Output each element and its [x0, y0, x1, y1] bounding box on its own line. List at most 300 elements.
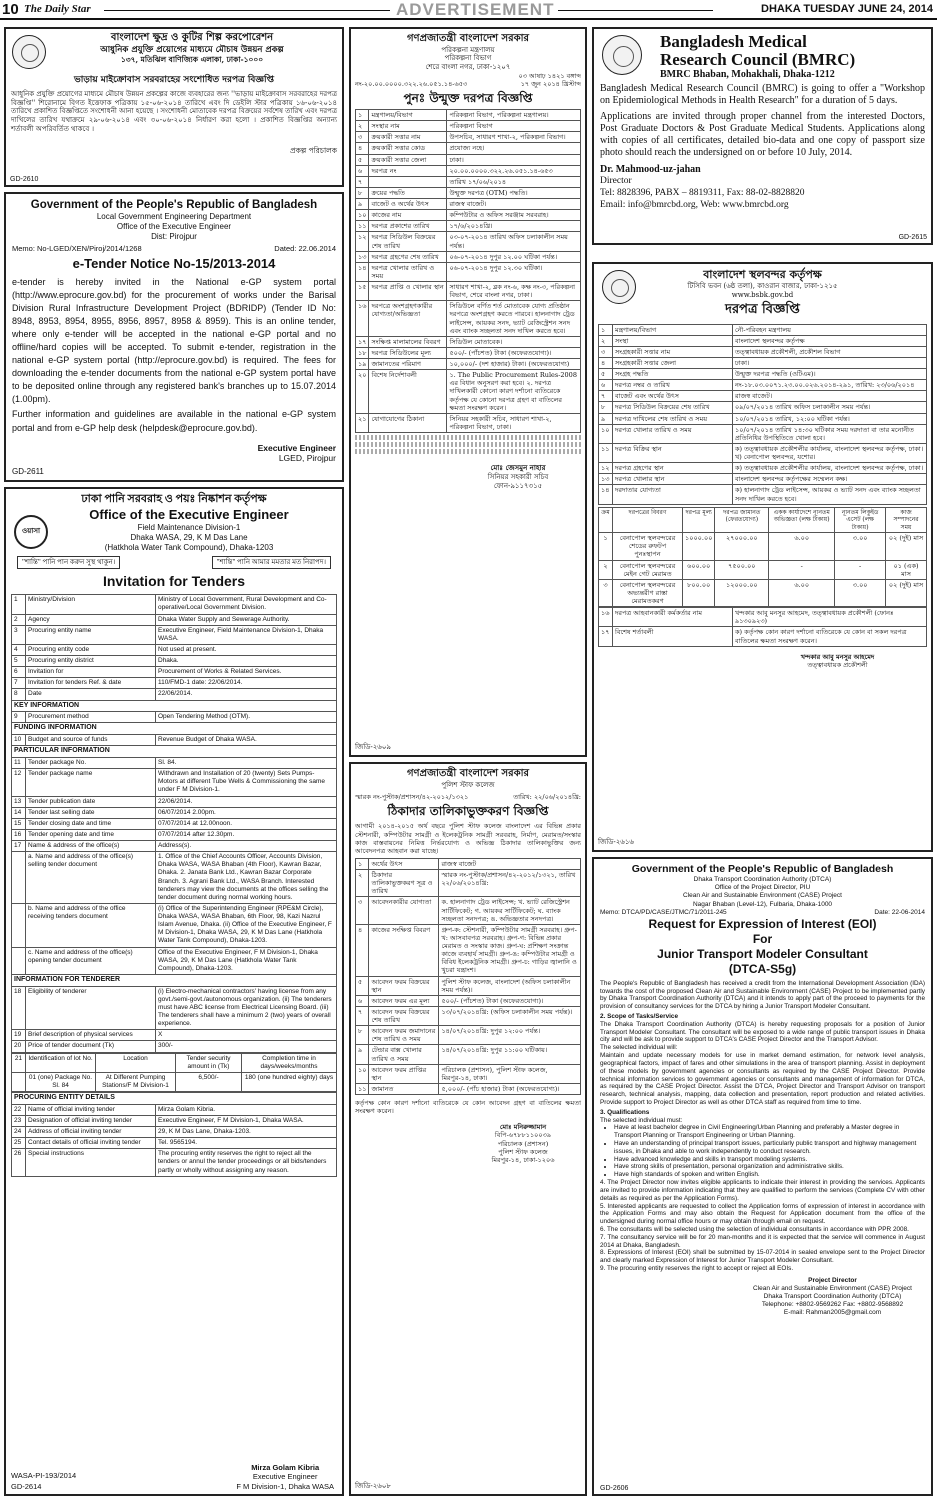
list-item: • Have strong skills of presentation, personal organization and administrative skills.	[614, 1163, 925, 1171]
table-cell: দরদাতার যোগ্যতা	[613, 485, 733, 504]
table-row	[356, 199, 581, 210]
row-key: Date	[26, 689, 156, 700]
row-value: Office of the Executive Engineer, F M Division-1, Dhaka WASA, 29, K M Das Lane (Hatkhola Water Tank Compound), Dhaka-1203.	[156, 947, 337, 974]
dtca-p2c: Maintain and update necessary models for use in market demand estimation, for network level analysis, geographical factors, impact of fares and other simulations in the area of transport planning. Assist in deployment of these models by government agencies or consultants as required by the CASE Project Director. Provide technical information services to government agencies or consultants and management of information for DTCA, as required by the CASE Project Director. Assist the DTCA, Project Director and Transport Advisor on transport research, technical analysis, mapping, data collection and presentation, report production and related activities. Provide support to Project Director as well as other DTCA staff as required from time to time.	[600, 1052, 925, 1106]
table-row	[356, 176, 581, 187]
table-row	[599, 380, 927, 391]
bsb-code: জিডি-২৬১৬	[598, 839, 634, 846]
table-cell: দরপত্র প্রাপ্তি ও খোলার স্থান	[369, 282, 447, 301]
police-org: পুলিশ স্টাফ কলেজ	[441, 780, 495, 789]
bscic-sign: প্রকল্প পরিচালক	[289, 145, 337, 155]
plan-div: পরিকল্পনা বিভাগ	[444, 54, 492, 63]
table-row	[12, 700, 337, 712]
table-row	[356, 251, 581, 262]
row-num: 5	[12, 656, 26, 667]
table-row	[12, 735, 337, 746]
table-row	[599, 560, 927, 579]
table-row	[356, 121, 581, 132]
table-cell: যোগাযোগের ঠিকানা	[369, 413, 447, 432]
table-cell: ০১ (এক) মাস	[886, 560, 927, 579]
dtca-title1: Request for Expression of Interest (EOI)	[648, 916, 877, 931]
row-key: Ministry/Division	[26, 595, 156, 614]
wasa-addr1: Dhaka WASA, 29, K M Das Lane	[130, 533, 248, 542]
table-row	[12, 769, 337, 796]
table-row	[12, 1030, 337, 1041]
dtca-date: Date: 22-06-2014	[874, 908, 925, 916]
table-row	[356, 154, 581, 165]
wasa-sign3: F M Division-1, Dhaka WASA	[236, 1481, 334, 1491]
table-cell: পরিকল্পনা বিভাগ, পরিকল্পনা মন্ত্রণালয়।	[447, 110, 581, 121]
table-cell: ০৬-০৭-২০১৪ দুপুর ১২.০০ ঘটিকা পর্যন্ত।	[447, 251, 581, 262]
dtca-p7: 7. The consultancy service will be for 20 man-months and it is expected that the service will commence in August 2014 at Dhaka, Bangladesh.	[600, 1233, 925, 1249]
row-num: 8	[12, 689, 26, 700]
police-date: তারিখ: ২২/০৬/২০১৪খ্রি:	[513, 793, 581, 802]
lged-dated: Dated: 22.06.2014	[274, 244, 336, 254]
table-row	[356, 1064, 581, 1083]
rule-left	[104, 10, 390, 11]
table-cell: দরপত্র নম্বর ও তারিখ	[613, 380, 733, 391]
bsb-logo-icon	[602, 270, 636, 304]
table-cell: কাজ সম্পাদনের সময়	[886, 507, 927, 533]
table-cell: ৪	[356, 924, 369, 976]
lged-dept: Local Government Engineering Department	[96, 212, 252, 222]
wasa-table2	[11, 1092, 337, 1177]
table-cell: সংস্থা	[613, 335, 733, 346]
bmrc-body1: Bangladesh Medical Research Council (BMRC) is going to offer a "Workshop on Epidemiological Methods in Health Research" for a duration of 5 days.	[600, 82, 925, 106]
table-cell: ৭	[599, 391, 613, 402]
table-cell: দরপত্র আহবানকারী কর্মকর্তার নাম	[613, 608, 733, 627]
table-cell: ১৬	[356, 301, 369, 337]
table-cell: ১৭	[356, 336, 369, 347]
table-cell: ১১	[599, 443, 613, 462]
police-sign1: মোঃ মনিরুজ্জামান	[499, 1123, 547, 1132]
table-cell: ৬	[356, 165, 369, 176]
table-row	[599, 357, 927, 368]
table-cell: বেনাপোল স্থলবন্দরের অভ্যন্তরীণ রাস্তা মেরামতকরণ	[613, 579, 683, 606]
table-cell: ৯	[356, 199, 369, 210]
table-row	[12, 974, 337, 986]
table-cell: ১	[356, 858, 369, 869]
row-value: Procurement of Works & Related Services.	[156, 667, 337, 678]
wasa-lot-table	[11, 1053, 337, 1093]
table-cell: মন্ত্রণালয়/বিভাগ	[613, 324, 733, 335]
list-item: • Have an understanding of principal transport issues, particularly public transport and highway management issues, in Dhaka and able to work independently to conduct research.	[614, 1140, 925, 1156]
table-row	[12, 712, 337, 723]
table-cell: ২১	[356, 413, 369, 432]
dtca-sign5: E-mail: Rahman2005@gmail.com	[783, 1309, 882, 1317]
table-row	[599, 391, 927, 402]
dtca-p6: 6. The consultants will be selected using the selection of individual consultants in accordance with PPR 2008.	[600, 1225, 909, 1233]
table-row	[356, 301, 581, 337]
plan-addr: শেরে বাংলা নগর, ঢাকা-১২০৭	[425, 63, 511, 71]
table-cell: বাজেট এবং অর্থের উৎস	[613, 391, 733, 402]
table-cell: পুলিশ স্টাফ কলেজ, বাংলাদেশ (অফিস চলাকালীন সময় পর্যন্ত)।	[439, 976, 581, 995]
row-key: Designation of official inviting tender	[26, 1115, 156, 1126]
table-row	[599, 402, 927, 413]
table-row	[599, 413, 927, 424]
table-row	[12, 625, 337, 644]
table-cell: ৪	[356, 143, 369, 154]
plan-date-bn: ০৩ আষাঢ় ১৪২১ বঙ্গাব্দ	[518, 71, 581, 80]
table-row	[12, 678, 337, 689]
section-header: FUNDING INFORMATION	[12, 723, 337, 735]
table-row	[356, 995, 581, 1006]
table-cell: ১০/০৭/২০১৪ তারিখ ১৪:৩০ ঘটিকার সময় দরদাতা বা তার মনোনীত প্রতিনিধির উপস্থিতিতে খোলা হবে।	[733, 424, 927, 443]
row-num: 7	[12, 678, 26, 689]
row-value: 22/06/2014.	[156, 796, 337, 807]
dtca-office: Office of the Project Director, PIU	[714, 884, 811, 892]
row-num	[12, 947, 26, 974]
plan-code: জিডি-২৬০৯	[355, 744, 391, 751]
row-num: 20	[12, 1041, 26, 1052]
table-cell: ৪	[599, 357, 613, 368]
table-cell: ক. হালনাগাদ ট্রেড লাইসেন্স; খ. ভ্যাট রেজিস্ট্রেশন সার্টিফিকেট; গ. আয়কর সার্টিফিকেট; ঘ. ব্যাংক সচ্ছলতা সনদপত্র; ঙ. অভিজ্ঞতার সনদপত্র।	[439, 897, 581, 924]
table-cell: ৫০০/- (পাঁচশত) টাকা (অফেরতযোগ্য)।	[447, 347, 581, 358]
table-cell: ৫	[356, 154, 369, 165]
bmrc-tel: Tel: 8828396, PABX – 8819311, Fax: 88-02-8828820	[600, 188, 805, 199]
dtca-auth: Dhaka Transport Coordination Authority (DTCA)	[693, 876, 832, 884]
table-cell: Location	[96, 1053, 176, 1072]
table-cell: পরিচালক (প্রশাসন), পুলিশ স্টাফ কলেজ, মিরপুর-১৪, ঢাকা।	[439, 1064, 581, 1083]
table-cell: ১০/০৭/২০১৪ তারিখ, ১২:০০ ঘটিকা পর্যন্ত।	[733, 413, 927, 424]
row-value: Address(s).	[156, 841, 337, 852]
table-cell: জামানত	[369, 1083, 439, 1094]
table-row	[12, 1127, 337, 1138]
table-cell: ১৪	[599, 485, 613, 504]
row-num: 17	[12, 841, 26, 852]
row-value: 300/-	[156, 1041, 337, 1052]
bmrc-title2: Research Council (BMRC)	[660, 49, 856, 69]
police-code: জিডি-২৬০৮	[355, 1483, 391, 1490]
table-row	[12, 723, 337, 735]
police-outro: কর্তৃপক্ষ কোন কারণ দর্শানো ব্যতিরেকে যে কোন আবেদন গ্রহণ বা বাতিলের ক্ষমতা সংরক্ষণ করেন।	[355, 1099, 581, 1116]
table-row	[356, 1026, 581, 1045]
bsb-addr: টিসিবি ভবন (৬ষ্ঠ তলা), কাওরান বাজার, ঢাকা-১২১৫	[687, 281, 838, 290]
row-key: Tender last selling date	[26, 807, 156, 818]
table-row	[356, 232, 581, 251]
row-value: Ministry of Local Government, Rural Development and Co-operative/Local Government Division.	[156, 595, 337, 614]
table-row	[599, 579, 927, 606]
table-cell: সংগ্রহ পদ্ধতি	[613, 369, 733, 380]
table-row	[12, 1115, 337, 1126]
table-cell: ১	[599, 324, 613, 335]
table-cell: -	[835, 560, 886, 579]
bmrc-addr: BMRC Bhaban, Mohakhali, Dhaka-1212	[660, 68, 835, 80]
table-cell: দরপত্র খোলার তারিখ ও সময়	[369, 262, 447, 281]
table-cell: -	[769, 560, 835, 579]
row-key: Invitation for tenders Ref. & date	[26, 678, 156, 689]
table-cell: দরপত্র প্রকাশের তারিখ	[369, 221, 447, 232]
row-value: 1. Office of the Chief Accounts Officer, Accounts Division, Dhaka WASA, WASA Bhaban (4th Floor), Kawran Bazar, Dhaka. 2. Janata Bank Ltd., Kawran Bazar Corporate Branch. 3. Agrani Bank Ltd., WASA Branch. Interested tenderers may view the documents at the offices selling the tender document during normal working hours.	[156, 852, 337, 904]
table-cell: ক) তত্ত্বাবধায়ক প্রকৌশলীর কার্যালয়, বাংলাদেশ স্থলবন্দর কর্তৃপক্ষ, ঢাকা। খ) বেনাপোল স্থলবন্দর, যশোর।	[733, 443, 927, 462]
table-cell: টেন্ডার বাক্স খোলার তারিখ ও সময়	[369, 1045, 439, 1064]
table-cell: ক্রম	[599, 507, 613, 533]
table-row	[12, 1041, 337, 1052]
table-row	[12, 852, 337, 904]
row-key: Tender package name	[26, 769, 156, 796]
lged-sign1: Executive Engineer	[257, 442, 336, 453]
row-key: Procurement method	[26, 712, 156, 723]
table-row	[356, 262, 581, 281]
table-cell: ৫	[356, 976, 369, 995]
table-row	[599, 369, 927, 380]
bmrc-code: GD-2615	[898, 234, 927, 241]
table-cell: ১৪/০৭/২০১৪খ্রি: দুপুর ১১:০০ ঘটিকায়।	[439, 1045, 581, 1064]
table-cell: ন্যূনতম লিকুইড এসেট (লক্ষ টাকায়)	[835, 507, 886, 533]
table-cell: ৮০০.০০	[683, 579, 715, 606]
row-value: 110/FMD-1 date: 22/06/2014.	[156, 678, 337, 689]
dtca-p9: 9. The procuring entity reserves the right to accept or reject all EOIs.	[600, 1265, 794, 1272]
table-cell: কাজের সংক্ষিপ্ত বিবরণ	[369, 924, 439, 976]
table-cell: ১২	[599, 463, 613, 474]
row-key: Eligibility of tenderer	[26, 986, 156, 1030]
table-cell: দরপত্র খোলার তারিখ ও সময়	[613, 424, 733, 443]
row-key: c. Name and address of the office(s) opening tender document	[26, 947, 156, 974]
row-key: Tender package No.	[26, 758, 156, 769]
row-key: Contact details of official inviting tender	[26, 1138, 156, 1149]
table-row	[356, 924, 581, 976]
dtca-p2b: The selected individual will:	[600, 1044, 678, 1052]
issue-date: DHAKA TUESDAY JUNE 24, 2014	[761, 3, 933, 15]
table-row	[356, 870, 581, 897]
table-cell: ৭	[356, 176, 369, 187]
wasa-logo: ওয়াসা	[14, 515, 48, 549]
table-cell: ৩.০০	[835, 579, 886, 606]
table-cell: ক) কর্তৃপক্ষ কোন কারণ দর্শানো ব্যতিরেকে যে কোন বা সকল দরপত্র বাতিলের ক্ষমতা সংরক্ষণ করেন।	[733, 627, 927, 646]
plan-phone: ফোন-৯১১৭৩১৫	[493, 481, 543, 490]
table-cell: রাজস্ব বাজেট।	[447, 199, 581, 210]
table-cell: ১. The Public Procurement Rules-2008 এর বিধান অনুসরণ করা হবে। ২. দরপত্র দাখিলকারী কোনো কারণ দর্শানো ব্যতিরেকে কর্তৃপক্ষ যে কোনো দরপত্র গ্রহণ বা বাতিলের ক্ষমতা সংরক্ষণ করেন।	[447, 370, 581, 414]
table-cell: ক্রয়কারী সত্তার নাম	[369, 132, 447, 143]
section-header: INFORMATION FOR TENDERER	[12, 974, 337, 986]
bsb-sign2: তত্ত্বাবধায়ক প্রকৌশলী	[807, 660, 868, 669]
table-cell: ৬.০০	[769, 579, 835, 606]
table-cell: আবেদন ফরম এর মূল্য	[369, 995, 439, 1006]
plan-sign2: সিনিয়র সহকারী সচিব	[487, 472, 549, 481]
police-gov: গণপ্রজাতন্ত্রী বাংলাদেশ সরকার	[407, 768, 529, 779]
bmrc-body2: Applications are invited through proper channel from the interested Doctors, Post Graduate Doctors & Post Graduate Medical Students. Applications along with copies of all certificates, detailed bio-data and one copy of passport size photo should reach the undersigned on or before 10 July, 2014.	[600, 110, 925, 158]
row-num: 23	[12, 1115, 26, 1126]
ad-dtca	[592, 857, 933, 1496]
table-cell: জামানতের পরিমাণ	[369, 359, 447, 370]
table-row	[356, 221, 581, 232]
table-row	[12, 689, 337, 700]
table-cell: বেনাপোল স্থলবন্দরের মেইন গেট মেরামত	[613, 560, 683, 579]
table-cell: ৭	[356, 1006, 369, 1025]
row-num: 26	[12, 1149, 26, 1176]
table-cell: নং-১৮.০৩.০০৭১.২৩.০০.০২৬.২০১৪-২৯১, তারিখ: ২৩/০৬/২০১৪	[733, 380, 927, 391]
row-key: Tender closing date and time	[26, 818, 156, 829]
table-row	[12, 818, 337, 829]
table-cell: আবেদন ফরম বিক্রয়ের স্থান	[369, 976, 439, 995]
table-cell: বেনাপোল স্থলবন্দরের শেডের রুফটপ পুনঃস্থাপন	[613, 533, 683, 560]
table-row	[356, 1006, 581, 1025]
table-cell: ১২	[356, 232, 369, 251]
table-cell: বাংলাদেশ স্থলবন্দর কর্তৃপক্ষ	[733, 335, 927, 346]
table-cell: গ্রুপ-ক: স্টেশনারী, কম্পিউটার সামগ্রী সরবরাহ। গ্রুপ-খ: আসবাবপত্র সরবরাহ। গ্রুপ-গ: বিভিন্ন প্রকার মেরামত ও সংস্কার কাজ। গ্রুপ-ঘ: প্রশিক্ষণ সংক্রান্ত কাজে ব্যবহার্য সামগ্রী। গ্রুপ-ঙ: কম্পিউটার সামগ্রী ও বিবিধ ইলেকট্রনিক সামগ্রী। গ্রুপ-চ: গাড়ির জ্বালানি ও খুচরা যন্ত্রাংশ।	[439, 924, 581, 976]
table-row	[12, 1149, 337, 1176]
row-value: 29, K M Das Lane, Dhaka-1203.	[156, 1127, 337, 1138]
table-cell: ২৭০০০.০০	[715, 533, 769, 560]
list-item: • Have at least bachelor degree in Civil Engineering/Urban Planning and preferably a Master degree in Transport Planning or Transport Engineering or Urban Planning.	[614, 1124, 925, 1140]
table-cell: ৩	[599, 579, 613, 606]
table-cell: বিশেষ নির্দেশাবলী	[369, 370, 447, 414]
row-value: Mirza Golam Kibria.	[156, 1104, 337, 1115]
row-key: Address of official inviting tender	[26, 1127, 156, 1138]
table-cell	[369, 176, 447, 187]
wasa-ref: WASA-PI-193/2014	[11, 1471, 77, 1480]
table-cell: 180 (one hundred eighty) days	[242, 1072, 337, 1091]
rule-right	[558, 10, 713, 11]
bscic-heading: ভাড়ায় মাইক্রোবাস সরবরাহের সংশোধিত দরপত্র বিজ্ঞপ্তি	[74, 74, 274, 85]
lged-body2: Further information and guidelines are available in the national e-GP system portal and from e-GP help desk (helpdesk@eprocure.gov.bd).	[12, 409, 336, 433]
lged-sign2: LGED, Pirojpur	[278, 453, 336, 464]
row-key: Agency	[26, 614, 156, 625]
table-cell: দরপত্র বিক্রির স্থান	[613, 443, 733, 462]
table-cell: আবেদন ফরম প্রাপ্তির স্থান	[369, 1064, 439, 1083]
table-row	[12, 1138, 337, 1149]
table-cell	[12, 1072, 26, 1091]
wasa-code: GD-2614	[11, 1482, 42, 1491]
police-sign5: মিরপুর-১৪, ঢাকা-১২০৬	[491, 1155, 555, 1164]
ad-police	[349, 762, 587, 1496]
bsb-lots-table	[598, 507, 927, 608]
dtca-sign1: Project Director	[808, 1276, 857, 1284]
table-cell: ১৮	[356, 347, 369, 358]
table-cell: উপসচিব, সাধারণ শাখা-২, পরিকল্পনা বিভাগ।	[447, 132, 581, 143]
dtca-p4: 4. The Project Director now invites eligible applicants to indicate their interest in providing the services. Applicants are invited to provide information indicating that they are qualified to perform the services (Complete CV with other details as required as per the Application Forms).	[600, 1179, 925, 1202]
police-title: ঠিকাদার তালিকাভুক্তকরণ বিজ্ঞপ্তি	[387, 804, 549, 819]
table-row	[356, 1045, 581, 1064]
page-number: 10	[2, 1, 19, 18]
table-row	[599, 424, 927, 443]
table-row	[12, 1072, 337, 1091]
table-cell: ৩	[356, 132, 369, 143]
row-num: 24	[12, 1127, 26, 1138]
table-cell: দরপত্রের বিবরণ	[613, 507, 683, 533]
table-row	[356, 165, 581, 176]
table-cell: দরপত্র গ্রহণের শেষ তারিখ	[369, 251, 447, 262]
dtca-sign3: Dhaka Transport Coordination Authority (DTCA)	[763, 1293, 902, 1301]
table-cell: ৯	[599, 413, 613, 424]
lged-dist: Dist: Pirojpur	[151, 232, 197, 242]
table-cell: ঢাকা।	[447, 154, 581, 165]
bmrc-email: Email: info@bmrcbd.org, Web: www.bmrcbd.org	[600, 199, 789, 210]
row-num: 16	[12, 829, 26, 840]
table-cell: দরপত্র সিডিউল বিক্রয়ের শেষ তারিখ	[369, 232, 447, 251]
table-cell: ক্রয়ের পদ্ধতি	[369, 187, 447, 198]
dtca-sign4: Telephone: +8802-9569262 Fax: +8802-9568892	[761, 1301, 904, 1309]
bscic-line2: আধুনিক প্রযুক্তি প্রয়োগের মাধ্যমে মৌচাষ উন্নয়ন প্রকল্প	[100, 44, 284, 55]
table-row	[12, 796, 337, 807]
table-cell: আবেদন ফরম বিক্রয়ের শেষ তারিখ	[369, 1006, 439, 1025]
row-value: Sl. 84.	[156, 758, 337, 769]
bscic-logo-icon	[12, 35, 46, 69]
police-sign2: বিপি-৬৭৮৮১১০০৩৯	[494, 1131, 552, 1140]
dtca-title3: Junior Transport Modeler Consultant	[657, 946, 868, 961]
table-cell: ১৯	[356, 359, 369, 370]
row-key: a. Name and address of the office(s) selling tender document	[26, 852, 156, 904]
row-key: Name & address of the office(s)	[26, 841, 156, 852]
table-cell: আবেদন ফরম জমাদানের শেষ তারিখ ও সময়	[369, 1026, 439, 1045]
bsb-title: বাংলাদেশ স্থলবন্দর কর্তৃপক্ষ	[703, 268, 822, 281]
table-cell: ৫০০/- (পাঁচশত) টাকা (অফেরতযোগ্য)।	[439, 995, 581, 1006]
table-row	[12, 595, 337, 614]
row-value: (i) Office of the Superintending Engineer (RPE&M Circle), Dhaka WASA, WASA Bhaban, 6th Floor, 98, Kazi Nazrul Islam Avenue, Dhaka. (ii) Office of the Executive Engineer, F M Division-1, Dhaka WASA, 29, K M Das Lane (Hatkhola Water Tank Compound), Dhaka-1203.	[156, 903, 337, 947]
ad-planning	[349, 27, 587, 757]
table-cell: তত্ত্বাবধায়ক প্রকৌশলী, প্রকৌশল বিভাগ	[733, 346, 927, 357]
table-cell: ১৭	[599, 627, 613, 646]
table-cell: ১৪	[356, 262, 369, 281]
row-num: 10	[12, 735, 26, 746]
table-cell: ০৩-০৭-২০১৪ তারিখ অফিস চলাকালীন সময় পর্যন্ত।	[447, 232, 581, 251]
row-value: Not used at present.	[156, 644, 337, 655]
row-num: 14	[12, 807, 26, 818]
table-row	[356, 897, 581, 924]
table-cell: উন্মুক্ত দরপত্র (OTM) পদ্ধতি।	[447, 187, 581, 198]
row-num: 19	[12, 1030, 26, 1041]
dtca-proj: Clean Air and Sustainable Environment (CASE) Project	[683, 892, 842, 900]
table-row	[599, 627, 927, 646]
table-cell: ২	[599, 335, 613, 346]
section-title: ADVERTISEMENT	[396, 0, 555, 19]
table-cell: ৯	[356, 1045, 369, 1064]
row-num	[12, 852, 26, 904]
table-row	[12, 829, 337, 840]
row-key: Tender publication date	[26, 796, 156, 807]
row-num: 15	[12, 818, 26, 829]
plan-table	[355, 109, 581, 433]
table-cell: ১০	[356, 210, 369, 221]
bsb-table	[598, 324, 927, 505]
dtca-bullets	[600, 1124, 925, 1179]
row-num: 9	[12, 712, 26, 723]
table-row	[356, 187, 581, 198]
table-cell: সিডিউলে বর্ণিত শর্ত মোতাবেক যোগ্য প্রতিষ্ঠান দরপত্রে অংশগ্রহণ করতে পারবে। হালনাগাদ ট্রেড লাইসেন্স, আয়কর সনদ, ভ্যাট রেজিস্ট্রেশন সনদ এবং ব্যাংক সচ্ছলতা সনদ দাখিল করতে হবে।	[447, 301, 581, 337]
table-row	[12, 644, 337, 655]
table-cell: ১৪/০৭/২০১৪খ্রি: দুপুর ১২:০০ পর্যন্ত।	[439, 1026, 581, 1045]
table-cell: সাধারণ শাখা-২, ব্লক নং-৬, কক্ষ নং-৩, পরিকল্পনা বিভাগ, শেরে বাংলা নগর, ঢাকা।	[447, 282, 581, 301]
lged-gov: Government of the People's Republic of Bangladesh	[30, 199, 318, 211]
wasa-addr2: (Hatkhola Water Tank Compound), Dhaka-1203	[104, 543, 274, 552]
table-cell: ০২ (দুই) মাস	[886, 533, 927, 560]
table-cell: কম্পিউটার ও অফিস সরঞ্জাম সরবরাহ।	[447, 210, 581, 221]
table-cell: ১০০০.০০	[683, 533, 715, 560]
table-row	[12, 903, 337, 947]
table-cell: তারিখ ১৭/০৬/২০১৪	[447, 176, 581, 187]
table-cell: ৮	[356, 1026, 369, 1045]
row-num: 6	[12, 667, 26, 678]
row-num: 13	[12, 796, 26, 807]
row-key: Procuring entity district	[26, 656, 156, 667]
table-cell: ক) হালনাগাদ ট্রেড লাইসেন্স, আয়কর ও ভ্যাট সনদ এবং ব্যাংক সচ্ছলতা সনদ দাখিল করতে হবে।	[733, 485, 927, 504]
table-cell: ৩	[599, 346, 613, 357]
dtca-title2: For	[752, 931, 773, 946]
row-num: 25	[12, 1138, 26, 1149]
table-cell: Identification of lot No.	[26, 1053, 96, 1072]
dtca-p5: 5. Interested applicants are requested to collect the Application forms of expression of interest in accordance with the Application Forms and may also obtain the Request for Application document from the office of the undersigned during normal office hours or may obtain through email on request.	[600, 1202, 925, 1226]
row-num: 18	[12, 986, 26, 1030]
table-cell: 01 (one) Package No. Sl. 84	[26, 1072, 96, 1091]
table-row	[356, 858, 581, 869]
row-key: Tender opening date and time	[26, 829, 156, 840]
row-value: X	[156, 1030, 337, 1041]
lged-memo: Memo: No-LGED/XEN/Piroj/2014/1268	[12, 244, 142, 254]
row-num: 1	[12, 595, 26, 614]
ad-bmrc	[592, 27, 933, 245]
table-cell: সংস্থার নাম	[369, 121, 447, 132]
wasa-title: Office of the Executive Engineer	[89, 506, 289, 522]
